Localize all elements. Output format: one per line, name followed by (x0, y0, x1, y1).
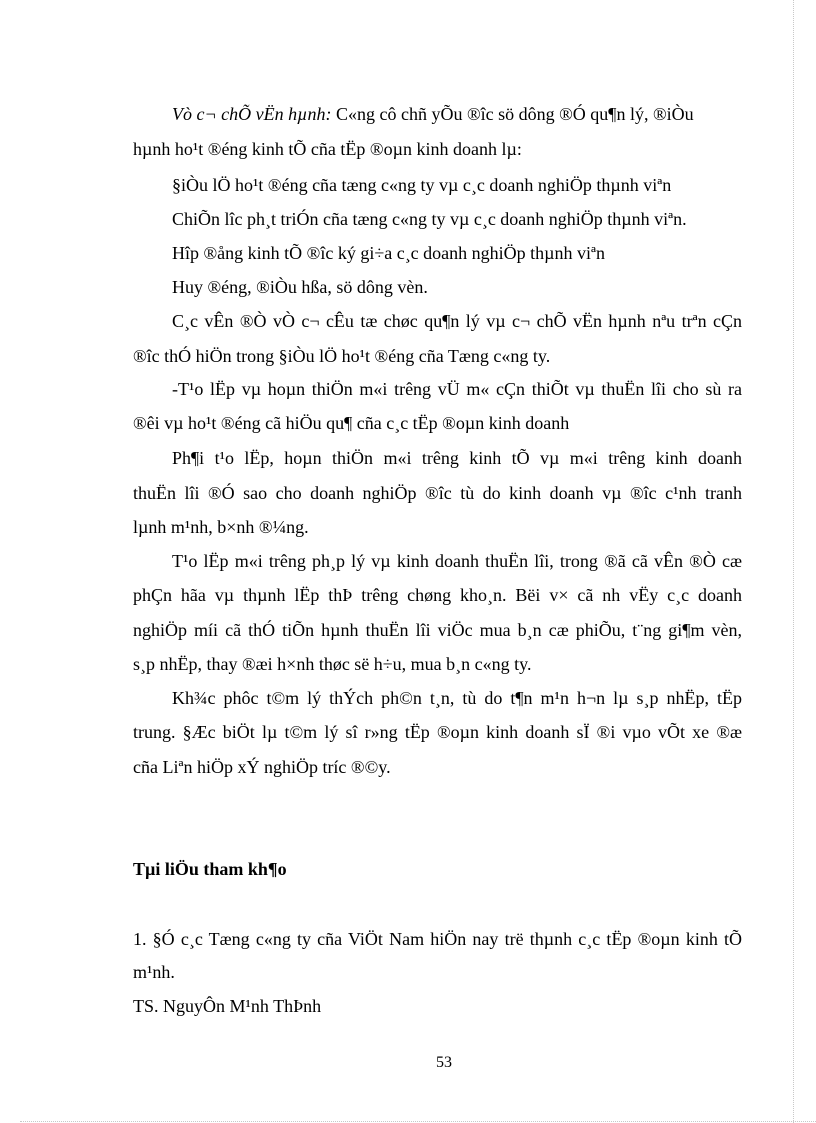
page-margin-guide-right (793, 0, 794, 1123)
paragraph-4-line-3: lµnh m¹nh, b×nh ®¼ng. (133, 517, 309, 537)
references-heading: Tµi liÖu tham kh¶o (133, 859, 287, 879)
page-margin-guide-bottom (20, 1121, 816, 1122)
paragraph-2-line-2: ®îc thÓ hiÖn trong §iÒu lÖ ho¹t ®éng cña Tæng c«ng ty. (133, 346, 551, 366)
reference-1-author: TS. NguyÔn M¹nh ThÞnh (133, 996, 322, 1016)
paragraph-4-line-2: thuËn lîi ®Ó sao cho doanh nghiÖp ®îc tù do kinh doanh vµ ®îc c¹nh tranh (133, 483, 742, 503)
list-item-4: Huy ®éng, ®iÒu hßa, sö dông vèn. (172, 277, 428, 297)
paragraph-5-line-3: nghiÖp míi cã thÓ tiÕn hµnh thuËn lîi viÖc mua b¸n cæ phiÕu, t¨ng gi¶m vèn, (133, 620, 742, 640)
page-number: 53 (436, 1054, 452, 1071)
paragraph-6-line-1: Kh¾c phôc t©m lý thÝch ph©n t¸n, tù do t¶n m¹n h¬n lµ s¸p nhËp, tËp (172, 688, 742, 708)
paragraph-5-line-1: T¹o lËp m«i trêng ph¸p lý vµ kinh doanh thuËn lîi, trong ®ã cã vÊn ®Ò cæ (172, 551, 742, 571)
paragraph-3-line-2: ®êi vµ ho¹t ®éng cã hiÖu qu¶ cña c¸c tËp ®oµn kinh doanh (133, 413, 570, 433)
paragraph-1-text: C«ng cô chñ yÕu ®îc sö dông ®Ó qu¶n lý, ®iÒu (331, 104, 694, 124)
paragraph-2-line-1: C¸c vÊn ®Ò vÒ c¬ cÊu tæ chøc qu¶n lý vµ c¬ chÕ vËn hµnh nªu trªn cÇn (172, 311, 742, 331)
paragraph-5-line-2: phÇn hãa vµ thµnh lËp thÞ trêng chøng kho¸n. Bëi v× cã nh vËy c¸c doanh (133, 585, 742, 605)
reference-1-line-2: m¹nh. (133, 962, 175, 982)
paragraph-3-line-1: -T¹o lËp vµ hoµn thiÖn m«i trêng vÜ m« cÇn thiÕt vµ thuËn lîi cho sù ra (172, 379, 742, 399)
list-item-1: §iÒu lÖ ho¹t ®éng cña tæng c«ng ty vµ c¸c doanh nghiÖp thµnh viªn (172, 175, 672, 195)
reference-1-line-1: 1. §Ó c¸c Tæng c«ng ty cña ViÖt Nam hiÖn nay trë thµnh c¸c tËp ®oµn kinh tÕ (133, 929, 742, 949)
paragraph-4-line-1: Ph¶i t¹o lËp, hoµn thiÖn m«i trêng kinh tÕ vµ m«i trêng kinh doanh (172, 448, 742, 468)
paragraph-1-line-2: hµnh ho¹t ®éng kinh tÕ cña tËp ®oµn kinh doanh lµ: (133, 139, 522, 159)
list-item-3: Hîp ®ång kinh tÕ ®îc ký gi÷a c¸c doanh nghiÖp thµnh viªn (172, 243, 606, 263)
paragraph-1-lead: Vò c¬ chÕ vËn hµnh: (172, 104, 332, 124)
paragraph-6-line-3: cña Liªn hiÖp xÝ nghiÖp tríc ®©y. (133, 757, 391, 777)
paragraph-6-line-2: trung. §Æc biÖt lµ t©m lý sî r»ng tËp ®oµn kinh doanh sÏ ®i vµo vÕt xe ®æ (133, 722, 742, 742)
paragraph-5-line-4: s¸p nhËp, thay ®æi h×nh thøc së h÷u, mua b¸n c«ng ty. (133, 654, 532, 674)
paragraph-1-line-1 (172, 103, 694, 125)
list-item-2: ChiÕn lîc ph¸t triÓn cña tæng c«ng ty vµ c¸c doanh nghiÖp thµnh viªn. (172, 209, 687, 229)
